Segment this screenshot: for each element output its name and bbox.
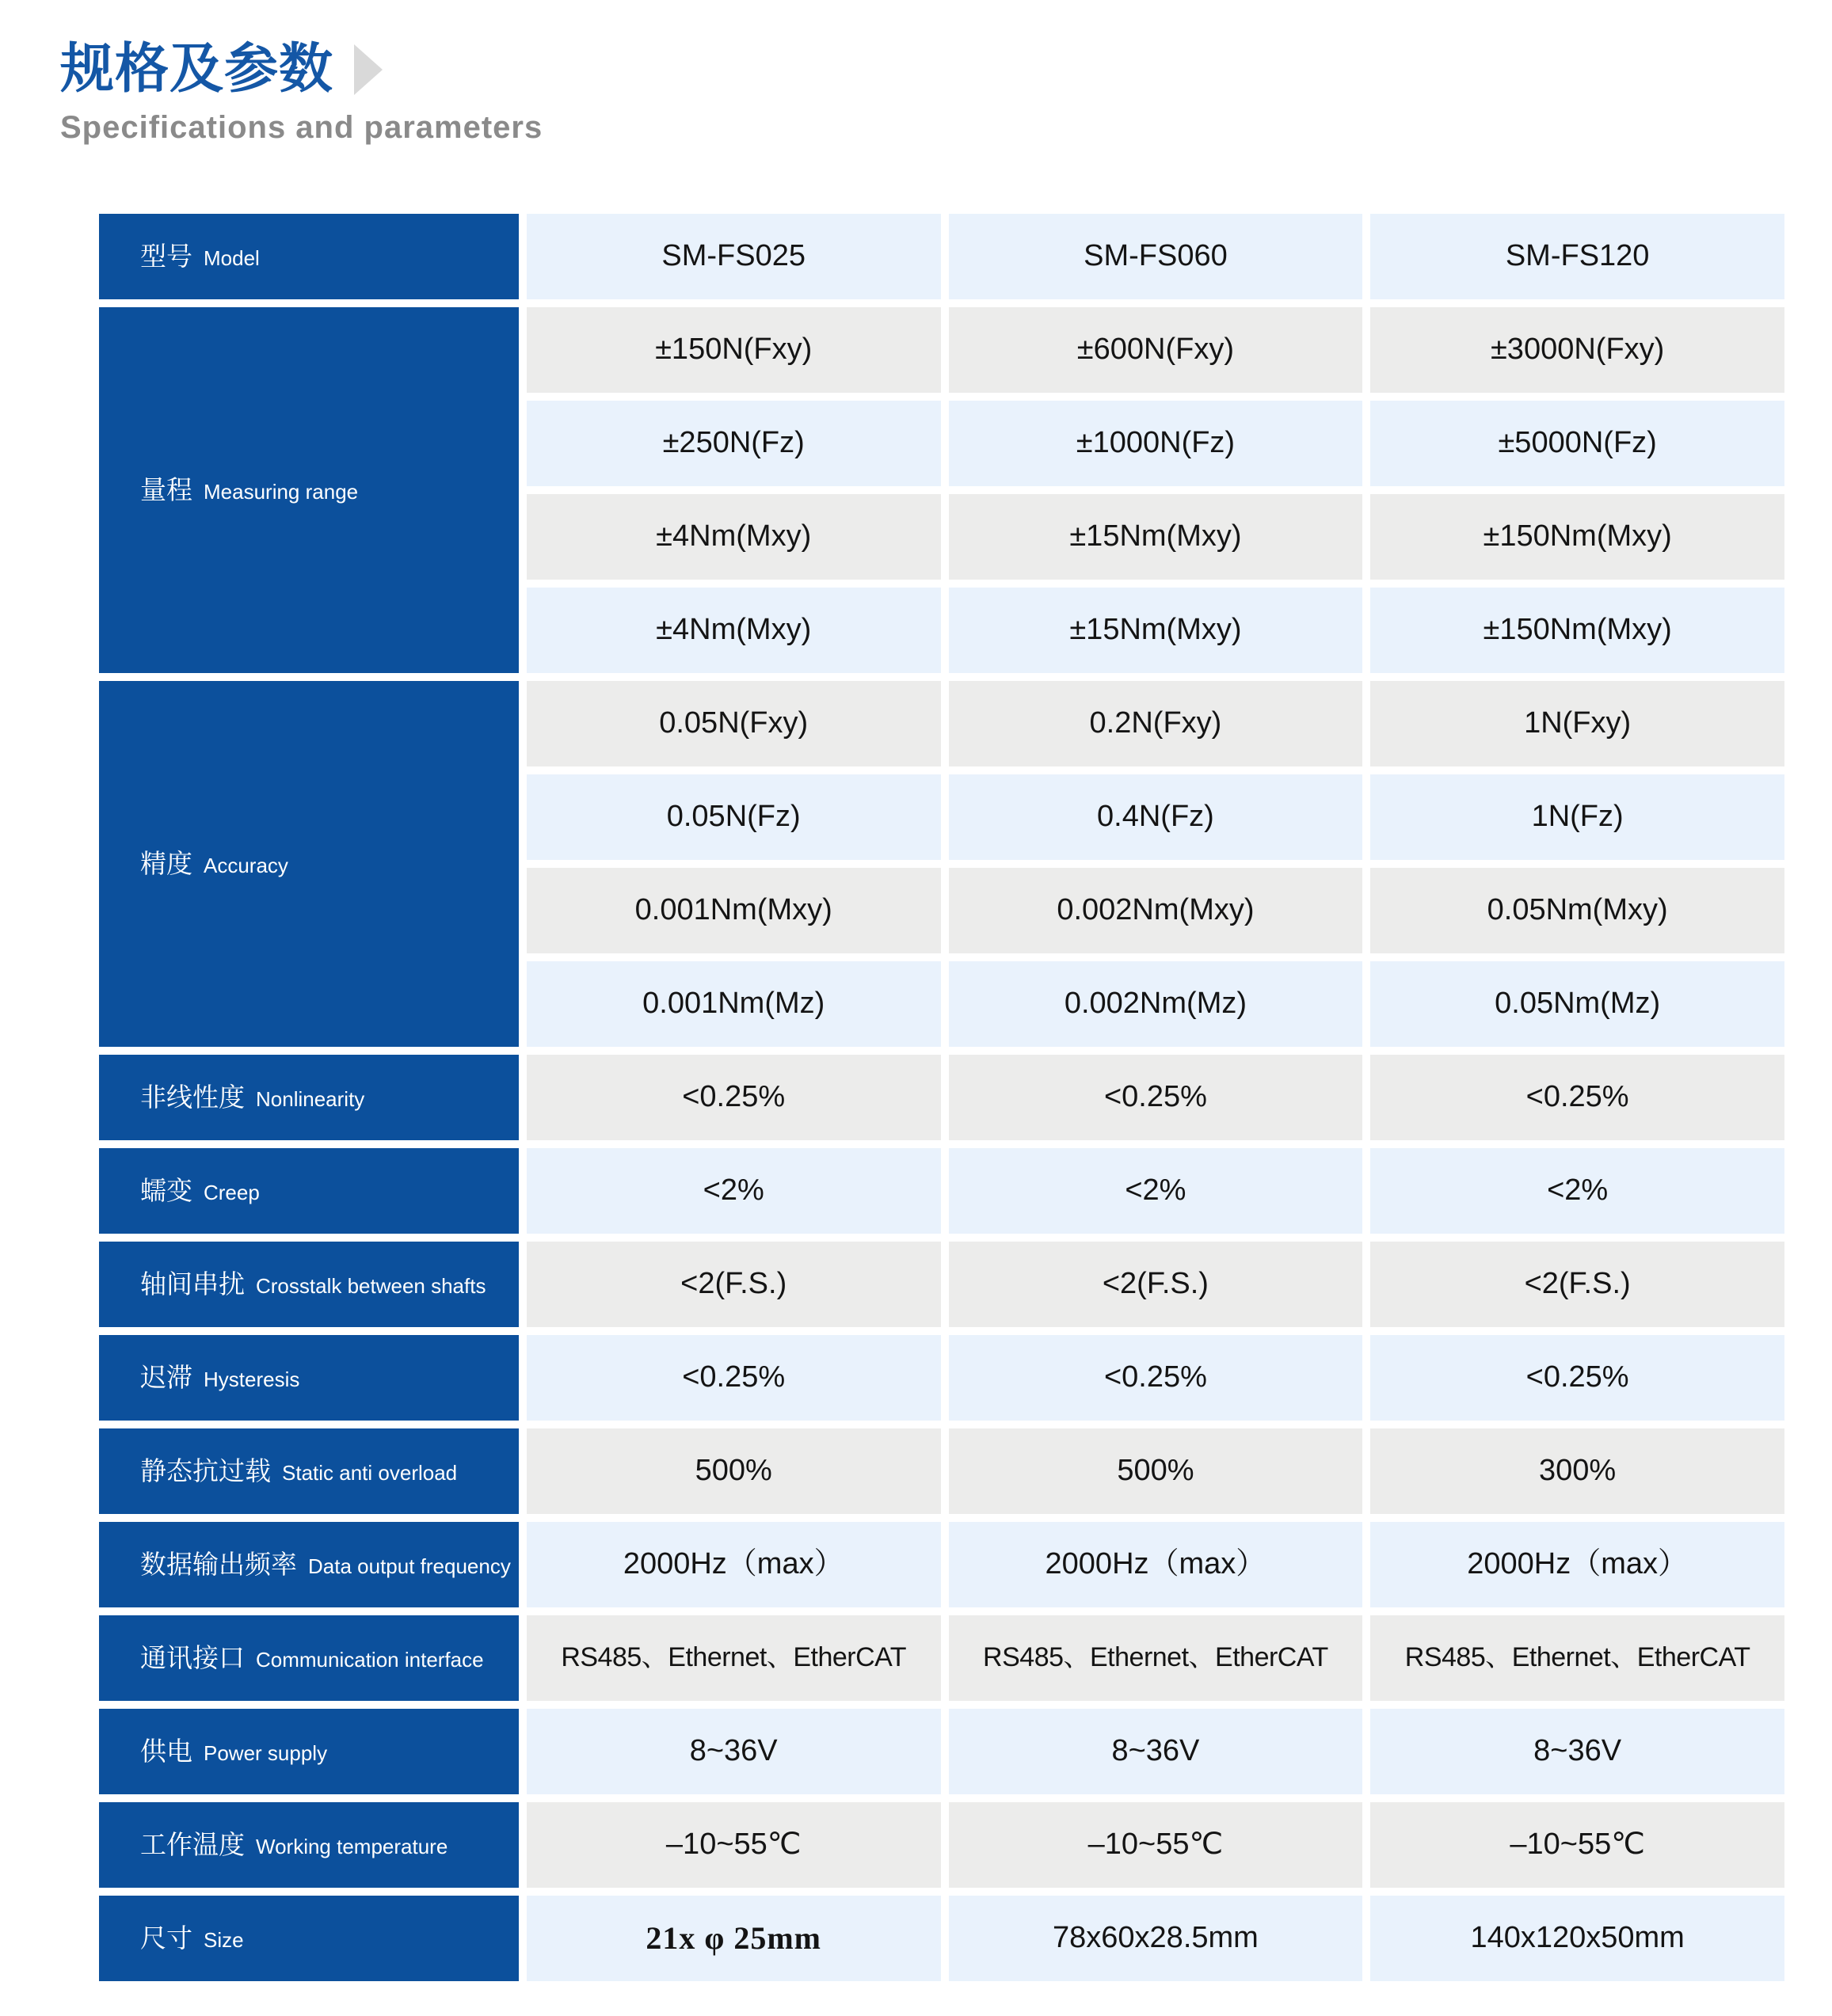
row-label-text <box>140 1550 511 1580</box>
row-label-text <box>140 475 358 505</box>
page-title: 规格及参数 <box>60 39 334 99</box>
spec-cell: 21x φ 25mm <box>527 1896 941 1981</box>
spec-cell: RS485、Ethernet、EtherCAT <box>949 1615 1363 1701</box>
spec-cell: <2% <box>1370 1148 1784 1234</box>
row-label-text <box>140 242 260 272</box>
spec-cell: 0.001Nm(Mz) <box>527 961 941 1047</box>
spec-cell: <0.25% <box>1370 1055 1784 1140</box>
column-header: SM-FS060 <box>949 214 1363 299</box>
row-label-text <box>140 849 288 879</box>
row-label-en: Static anti overload <box>282 1461 458 1485</box>
row-label-en: Hysteresis <box>204 1367 300 1392</box>
spec-cell: 2000Hz（max） <box>527 1522 941 1607</box>
row-label <box>99 1428 519 1514</box>
spec-cell: ±4Nm(Mxy) <box>527 588 941 673</box>
row-label-en: Nonlinearity <box>256 1087 365 1112</box>
row-label-en: Data output frequency <box>308 1554 511 1579</box>
row-label-text <box>140 1456 457 1486</box>
spec-cell: <0.25% <box>527 1055 941 1140</box>
spec-cell: 0.05N(Fxy) <box>527 681 941 766</box>
row-label-text <box>140 1269 486 1299</box>
spec-table <box>99 214 1784 1981</box>
row-label-zh: 通讯接口 <box>140 1643 245 1673</box>
title-row <box>60 41 543 97</box>
row-label-en: Communication interface <box>256 1648 484 1672</box>
spec-cell: –10~55℃ <box>527 1802 941 1888</box>
spec-cell: ±15Nm(Mxy) <box>949 494 1363 580</box>
spec-cell: ±5000N(Fz) <box>1370 401 1784 486</box>
spec-cell: <0.25% <box>949 1335 1363 1421</box>
spec-cell: 500% <box>527 1428 941 1514</box>
spec-cell: <2% <box>527 1148 941 1234</box>
spec-cell: <0.25% <box>1370 1335 1784 1421</box>
row-label-en: Power supply <box>204 1741 328 1766</box>
row-label-zh: 量程 <box>140 475 192 505</box>
spec-cell: <0.25% <box>527 1335 941 1421</box>
row-label-text <box>140 1363 299 1393</box>
row-label <box>99 307 519 673</box>
row-label <box>99 1242 519 1327</box>
row-label <box>99 1615 519 1701</box>
spec-cell: 0.002Nm(Mxy) <box>949 868 1363 953</box>
spec-cell: 2000Hz（max） <box>1370 1522 1784 1607</box>
row-label-model <box>99 214 519 299</box>
row-label-en: Working temperature <box>256 1835 448 1859</box>
spec-cell: <2(F.S.) <box>949 1242 1363 1327</box>
spec-cell: 0.4N(Fz) <box>949 774 1363 860</box>
row-label-text <box>140 1082 364 1113</box>
row-label <box>99 1522 519 1607</box>
spec-cell: ±15Nm(Mxy) <box>949 588 1363 673</box>
spec-cell: 2000Hz（max） <box>949 1522 1363 1607</box>
spec-cell: ±3000N(Fxy) <box>1370 307 1784 393</box>
row-label-zh: 迟滞 <box>140 1363 192 1393</box>
row-label-en: Accuracy <box>204 854 288 878</box>
spec-cell: ±1000N(Fz) <box>949 401 1363 486</box>
row-label <box>99 1055 519 1140</box>
spec-cell: RS485、Ethernet、EtherCAT <box>1370 1615 1784 1701</box>
spec-cell: 0.05Nm(Mxy) <box>1370 868 1784 953</box>
row-label-en: Crosstalk between shafts <box>256 1274 486 1299</box>
row-label-en: Model <box>204 246 260 271</box>
spec-cell: –10~55℃ <box>1370 1802 1784 1888</box>
row-label <box>99 1896 519 1981</box>
spec-cell: 8~36V <box>949 1709 1363 1794</box>
row-label-text <box>140 1736 327 1767</box>
spec-cell: 0.002Nm(Mz) <box>949 961 1363 1047</box>
row-label <box>99 1148 519 1234</box>
row-label-text <box>140 1643 484 1673</box>
spec-cell: ±150Nm(Mxy) <box>1370 494 1784 580</box>
spec-cell: 8~36V <box>1370 1709 1784 1794</box>
spec-cell: <2(F.S.) <box>527 1242 941 1327</box>
row-label-en: Size <box>204 1928 244 1953</box>
spec-cell: 0.05N(Fz) <box>527 774 941 860</box>
spec-cell: ±250N(Fz) <box>527 401 941 486</box>
spec-cell: ±150N(Fxy) <box>527 307 941 393</box>
spec-cell: 8~36V <box>527 1709 941 1794</box>
column-header: SM-FS120 <box>1370 214 1784 299</box>
row-label <box>99 1335 519 1421</box>
spec-cell: <2% <box>949 1148 1363 1234</box>
spec-cell: –10~55℃ <box>949 1802 1363 1888</box>
spec-cell: 1N(Fxy) <box>1370 681 1784 766</box>
spec-cell: RS485、Ethernet、EtherCAT <box>527 1615 941 1701</box>
row-label-zh: 蠕变 <box>140 1176 192 1206</box>
row-label-zh: 非线性度 <box>140 1082 245 1113</box>
title-arrow-icon <box>354 44 383 95</box>
spec-cell: 300% <box>1370 1428 1784 1514</box>
row-label <box>99 681 519 1047</box>
row-label-zh: 数据输出频率 <box>140 1550 297 1580</box>
spec-cell: ±4Nm(Mxy) <box>527 494 941 580</box>
spec-cell: ±600N(Fxy) <box>949 307 1363 393</box>
row-label-text <box>140 1923 244 1953</box>
row-label-text <box>140 1176 260 1206</box>
row-label-zh: 尺寸 <box>140 1923 192 1953</box>
spec-cell: 140x120x50mm <box>1370 1896 1784 1981</box>
row-label-zh: 型号 <box>140 242 192 272</box>
spec-cell: 0.05Nm(Mz) <box>1370 961 1784 1047</box>
spec-cell: 0.001Nm(Mxy) <box>527 868 941 953</box>
spec-cell: <0.25% <box>949 1055 1363 1140</box>
row-label-text <box>140 1830 448 1860</box>
spec-cell: 0.2N(Fxy) <box>949 681 1363 766</box>
header <box>60 41 543 146</box>
row-label-en: Measuring range <box>204 480 359 504</box>
row-label-zh: 精度 <box>140 849 192 879</box>
row-label-zh: 供电 <box>140 1736 192 1767</box>
column-header: SM-FS025 <box>527 214 941 299</box>
spec-cell: <2(F.S.) <box>1370 1242 1784 1327</box>
row-label-en: Creep <box>204 1181 260 1205</box>
page-subtitle: Specifications and parameters <box>60 110 543 146</box>
row-label-zh: 轴间串扰 <box>140 1269 245 1299</box>
spec-cell: 78x60x28.5mm <box>949 1896 1363 1981</box>
spec-cell: 1N(Fz) <box>1370 774 1784 860</box>
spec-cell: 500% <box>949 1428 1363 1514</box>
row-label-zh: 工作温度 <box>140 1830 245 1860</box>
spec-cell: ±150Nm(Mxy) <box>1370 588 1784 673</box>
row-label <box>99 1709 519 1794</box>
row-label <box>99 1802 519 1888</box>
row-label-zh: 静态抗过载 <box>140 1456 271 1486</box>
